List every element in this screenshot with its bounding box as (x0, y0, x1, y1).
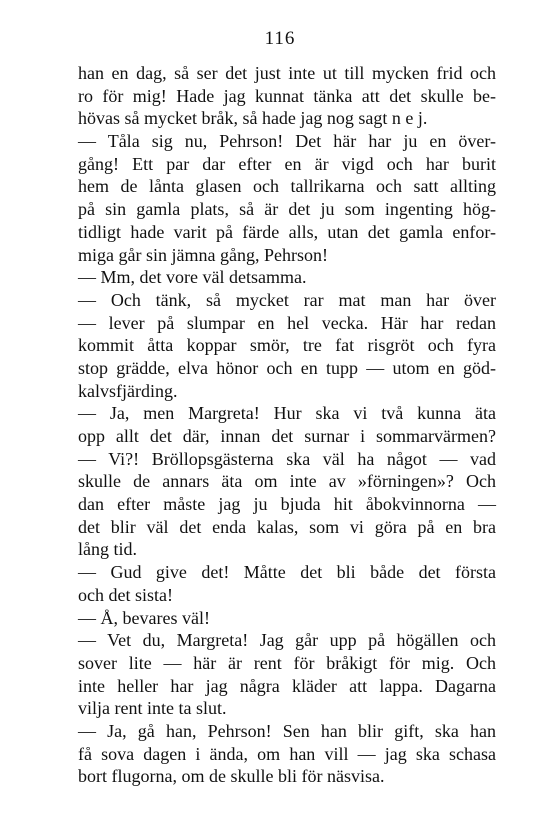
text-line: tidligt hade varit på färde alls, utan det gamla enfor- (78, 221, 496, 242)
text-line: skulle de annars äta om inte av »förningen»? Och (78, 471, 496, 492)
text-line: — Gud give det! Måtte det bli både det första (78, 562, 496, 583)
text-line: — Och tänk, så mycket rar mat man har över (78, 289, 496, 310)
text-line: opp allt det där, innan det surnar i sommarvärmen? (78, 426, 496, 446)
page-number: 116 (264, 28, 296, 49)
text-line: ro för mig! Hade jag kunnat tänka att det skulle be- (78, 85, 496, 106)
text-line: han en dag, så ser det just inte ut till mycken frid och (78, 63, 496, 83)
text-line: — Ja, gå han, Pehrson! Sen han blir gift, ska han (78, 720, 496, 741)
text-line: kommit åtta koppar smör, tre fat risgröt och fyra (78, 335, 496, 356)
text-line: på sin gamla plats, så är det ju som ingenting hög- (78, 199, 496, 220)
text-line: — Vi?! Bröllopsgästerna ska väl ha något — vad (78, 448, 496, 469)
text-line: bort flugorna, om de skulle bli för näsvisa. (78, 766, 385, 787)
text-line: — lever på slumpar en hel vecka. Här har redan (78, 312, 496, 333)
text-line: stop grädde, elva hönor och en tupp — utom en göd- (78, 357, 496, 378)
text-line: dan efter måste jag ju bjuda hit åbokvinnorna — (78, 494, 496, 515)
text-line: kalvsfjärding. (78, 380, 178, 401)
text-line: vilja rent inte ta slut. (78, 698, 227, 719)
text-line: miga går sin jämna gång, Pehrson! (78, 244, 328, 265)
text-line: sover lite — här är rent för bråkigt för mig. Och (78, 652, 496, 673)
text-line: — Mm, det vore väl detsamma. (78, 267, 307, 288)
text-line: inte heller har jag några kläder att lappa. Dagarna (78, 675, 496, 696)
text-line: — Å, bevares väl! (78, 607, 210, 628)
text-line: hövas så mycket bråk, så hade jag nog sagt n e j. (78, 108, 428, 129)
text-line: — Tåla sig nu, Pehrson! Det här har ju en över- (78, 131, 496, 152)
text-line: och det sista! (78, 584, 173, 605)
text-line: lång tid. (78, 539, 137, 560)
text-line: det blir väl det enda kalas, som vi göra på en bra (78, 516, 496, 537)
text-line: — Ja, men Margreta! Hur ska vi två kunna äta (78, 403, 496, 424)
text-line: hem de lånta glasen och tallrikarna och satt allting (78, 176, 496, 197)
body-text (78, 62, 496, 788)
text-line: få sova dagen i ända, om han vill — jag ska schasa (78, 743, 496, 764)
text-line: — Vet du, Margreta! Jag går upp på högällen och (78, 630, 496, 651)
text-line: gång! Ett par dar efter en är vigd och har burit (78, 153, 496, 174)
